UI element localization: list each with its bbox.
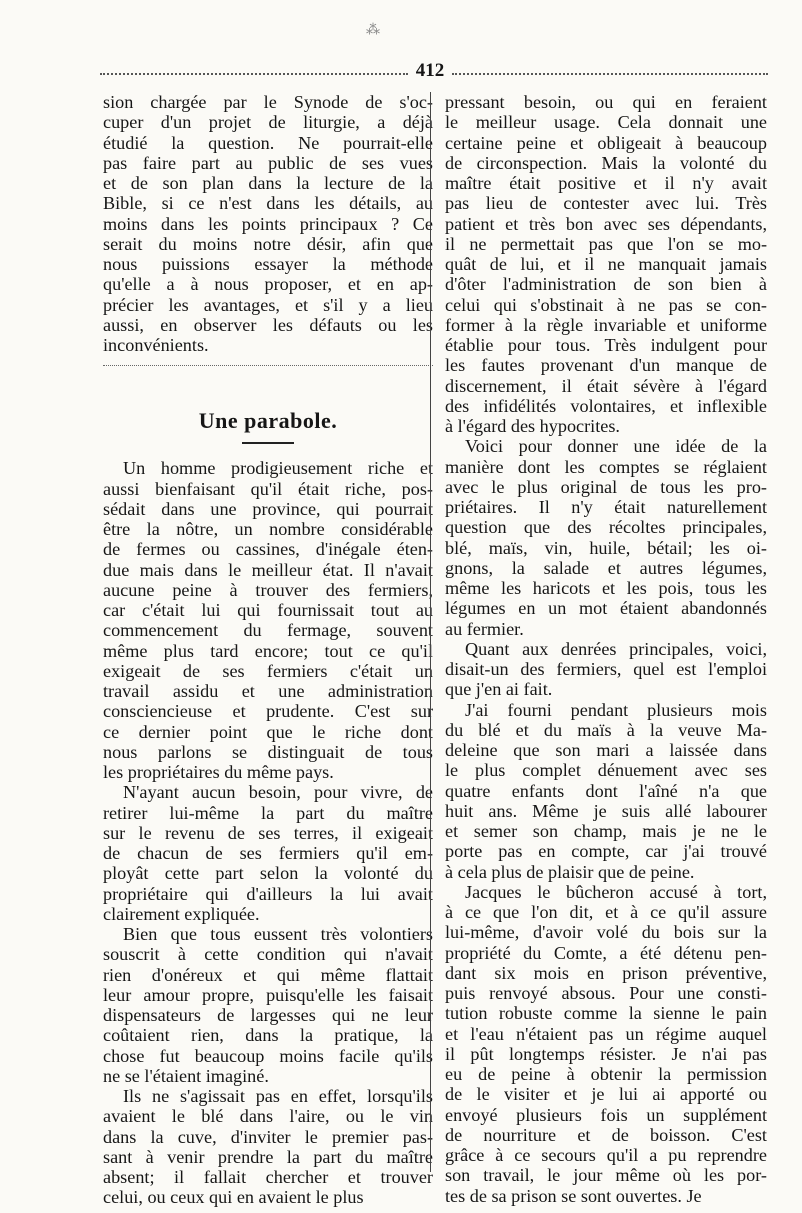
text-line: à cela plus de plaisir que de peine. xyxy=(445,861,695,882)
text-line: Quant aux denrées principales, voici, xyxy=(465,638,767,659)
text-line: pas faire part au public de ses vues xyxy=(103,152,433,173)
text-line: clairement expliquée. xyxy=(103,903,260,924)
text-line: propriétaire qui d'ailleurs la lui avait xyxy=(103,883,433,904)
text-line: au fermier. xyxy=(445,618,524,639)
text-line: chose fut beaucoup moins facile qu'ils xyxy=(103,1045,433,1066)
paragraph xyxy=(103,458,433,782)
text-line: le meilleur usage. Cela donnait une xyxy=(445,112,767,133)
text-line: aussi bienfaisant qu'il était riche, pos- xyxy=(103,478,433,499)
text-line: Bien que tous eussent très volontiers xyxy=(123,924,433,944)
text-line: inconvénients. xyxy=(103,335,209,355)
text-line: maître était positive et il n'y avait xyxy=(445,173,767,193)
text-line: le plus complet dénuement avec ses xyxy=(445,760,767,781)
text-line: dans la cuve, d'inviter le premier pas- xyxy=(103,1126,433,1147)
text-line: moins dans les points principaux ? Ce xyxy=(103,213,433,234)
text-line: celui, ou ceux qui en avaient le plus xyxy=(103,1187,364,1208)
text-line: gnons, la salade et autres légumes, xyxy=(445,557,767,578)
paragraph xyxy=(103,782,433,924)
text-line: précier les avantages, et s'il y a lieu xyxy=(103,294,433,315)
text-line: de chacun de ses fermiers qu'il em- xyxy=(103,843,433,863)
text-line: rien d'onéreux et qui même flattait xyxy=(103,964,433,985)
header-rule-right xyxy=(452,73,768,75)
text-line: d'ôter l'administration de son bien à xyxy=(445,274,767,295)
text-line: être la nôtre, un nombre considérable xyxy=(103,519,433,539)
text-line: son travail, le jour même où les por- xyxy=(445,1165,767,1186)
text-line: travail assidu et une administration xyxy=(103,681,433,701)
text-line: Jacques le bûcheron accusé à tort, xyxy=(465,881,767,902)
text-line: du blé et du maïs à la veuve Ma- xyxy=(445,719,767,740)
section-title: Une parabole. xyxy=(198,408,338,434)
text-line: porte pas en compte, car j'ai trouvé xyxy=(445,841,767,862)
text-line: Voici pour donner une idée de la xyxy=(465,436,767,457)
text-line: aussi, en observer les défauts ou les xyxy=(103,314,433,335)
text-line: quatre enfants dont l'aîné n'a que xyxy=(445,780,767,801)
text-line: patient et très bon avec ses dépendants, xyxy=(445,213,767,234)
text-line: nous parlons se distinguait de tous xyxy=(103,741,433,762)
text-line: sant à venir prendre la part du maître xyxy=(103,1146,433,1167)
text-line: serait du moins notre désir, afin que xyxy=(103,233,433,254)
text-line: de fermes ou cassines, d'inégale éten- xyxy=(103,539,433,560)
left-paragraphs xyxy=(103,458,433,1207)
text-line: celui qui s'obstinait à ne pas se con- xyxy=(445,294,767,315)
text-line: qu'elle a à nous proposer, et en ap- xyxy=(103,274,433,295)
text-line: il pût longtemps résister. Je n'ai pas xyxy=(445,1043,767,1064)
text-line: Ils ne s'agissait pas en effet, lorsqu'ils xyxy=(123,1086,433,1106)
text-line: N'ayant aucun besoin, pour vivre, de xyxy=(123,782,433,803)
text-line: huit ans. Même je suis allé labourer xyxy=(445,800,767,821)
text-line: tes de sa prison se sont ouvertes. Je xyxy=(445,1185,702,1206)
paragraph xyxy=(445,639,767,700)
paragraph xyxy=(103,1086,433,1208)
text-line: des infidélités volontaires, et inflexible xyxy=(445,395,767,416)
text-line: que j'en ai fait. xyxy=(445,679,553,700)
text-line: quât de lui, et il ne manquait jamais xyxy=(445,254,767,274)
text-line: deleine que son mari a laissée dans xyxy=(445,740,767,760)
paragraph xyxy=(445,436,767,639)
text-line: coûtaient rien, dans la pratique, la xyxy=(103,1025,433,1046)
text-line: à l'égard des hypocrites. xyxy=(445,416,620,436)
text-line: dispensateurs de largesses qui ne leur xyxy=(103,1005,433,1025)
text-line: J'ai fourni pendant plusieurs mois xyxy=(465,699,767,720)
text-line: due mais dans le meilleur état. Il n'avait xyxy=(103,559,433,580)
text-line: établie pour tous. Très indulgent pour xyxy=(445,335,767,355)
ink-speck: ⁂ xyxy=(366,23,380,38)
text-line: disait-un des fermiers, quel est l'emploi xyxy=(445,659,767,679)
text-line: ne se l'étaient imaginé. xyxy=(103,1065,269,1086)
text-line: priétaires. Il n'y était naturellement xyxy=(445,497,767,517)
text-line: nous puissions essayer la méthode xyxy=(103,254,433,274)
header-rule-left xyxy=(100,73,408,75)
text-line: pas lieu de contester avec lui. Très xyxy=(445,193,767,214)
text-line: retirer lui-même la part du maître xyxy=(103,802,433,823)
page-number: 412 xyxy=(415,60,445,81)
text-line: ce dernier point que le riche dont xyxy=(103,721,433,742)
text-line: les fautes provenant d'un manque de xyxy=(445,355,767,376)
text-line: et l'eau n'étaient pas un régime auquel xyxy=(445,1023,767,1044)
text-line: dant six mois en prison préventive, xyxy=(445,962,767,983)
text-line: il ne permettait pas que l'on se mo- xyxy=(445,233,767,254)
text-line: leur amour propre, puisqu'elle les faisait xyxy=(103,984,433,1005)
text-line: avec le plus original de tous les pro- xyxy=(445,476,767,497)
text-line: de nourriture et de boisson. C'est xyxy=(445,1124,767,1145)
text-line: car c'était lui qui fournissait tout au xyxy=(103,600,433,620)
text-line: souscrit à cette condition qui n'avait xyxy=(103,944,433,965)
text-line: sédait dans une province, qui pourrait xyxy=(103,498,433,519)
text-line: propriété du Comte, a été détenu pen- xyxy=(445,942,767,963)
paragraph xyxy=(445,92,767,436)
text-line: de le visiter et je lui ai apporté ou xyxy=(445,1084,767,1105)
text-line: de circonspection. Mais la volonté du xyxy=(445,152,767,173)
text-line: envoyé plusieurs fois un supplément xyxy=(445,1104,767,1125)
text-line: absent; il fallait chercher et trouver xyxy=(103,1167,433,1187)
text-line: exigeait de ses fermiers c'était un xyxy=(103,660,433,681)
paragraph xyxy=(445,882,767,1206)
text-line: blé, maïs, vin, huile, bétail; les oi- xyxy=(445,537,767,558)
text-line: eu de peine à obtenir la permission xyxy=(445,1064,767,1084)
text-line: et de son plan dans la lecture de la xyxy=(103,173,433,193)
text-line: tution robuste comme la sienne le pain xyxy=(445,1003,767,1024)
right-column xyxy=(445,92,767,1206)
text-line: commencement du fermage, souvent xyxy=(103,620,433,641)
text-line: former à la règle invariable et uniforme xyxy=(445,314,767,335)
text-line: avaient le blé dans l'aire, ou le vin xyxy=(103,1106,433,1127)
text-line: les propriétaires du même pays. xyxy=(103,762,334,782)
title-dash xyxy=(242,442,294,444)
text-line: à ce que l'on dit, et à ce qu'il assure xyxy=(445,902,767,922)
text-line: ployât cette part selon la volonté du xyxy=(103,863,433,884)
text-line: manière dont les comptes se réglaient xyxy=(445,456,767,477)
text-line: sur le revenu de ses terres, il exigeait xyxy=(103,822,433,843)
text-line: sion chargée par le Synode de s'oc- xyxy=(103,92,433,112)
text-line: étudié la question. Ne pourrait-elle xyxy=(103,132,433,153)
page-header xyxy=(100,60,768,84)
text-line: même les haricots et les pois, tous les xyxy=(445,578,767,598)
paragraph xyxy=(445,700,767,882)
text-line: Un homme prodigieusement riche et xyxy=(123,458,433,479)
text-line: question que des récoltes principales, xyxy=(445,517,767,538)
text-line: même plus tard encore; tout ce qu'il xyxy=(103,640,433,661)
text-line: grâce à ce secours qu'il a pu reprendre xyxy=(445,1145,767,1165)
text-line: cuper d'un projet de liturgie, a déjà xyxy=(103,112,433,133)
column-divider xyxy=(430,92,431,1172)
text-line: pressant besoin, ou qui en feraient xyxy=(445,92,767,112)
text-line: Bible, si ce n'est dans les détails, au xyxy=(103,193,433,214)
intro-paragraph xyxy=(103,92,433,355)
section-divider xyxy=(103,365,433,366)
text-line: et semer son champ, mais je ne le xyxy=(445,821,767,841)
text-line: puis renvoyé absous. Pour une consti- xyxy=(445,983,767,1003)
text-line: aucune peine à trouver des fermiers, xyxy=(103,579,433,600)
text-line: discernement, il était sévère à l'égard xyxy=(445,375,767,396)
right-paragraphs xyxy=(445,92,767,1206)
paragraph xyxy=(103,924,433,1086)
text-line: légumes en un mot étaient abandonnés xyxy=(445,598,767,619)
text-line: lui-même, d'avoir volé du bois sur la xyxy=(445,922,767,943)
text-line: certaine peine et obligeait à beaucoup xyxy=(445,132,767,153)
left-column xyxy=(103,92,433,1208)
text-line: consciencieuse et prudente. C'est sur xyxy=(103,701,433,722)
